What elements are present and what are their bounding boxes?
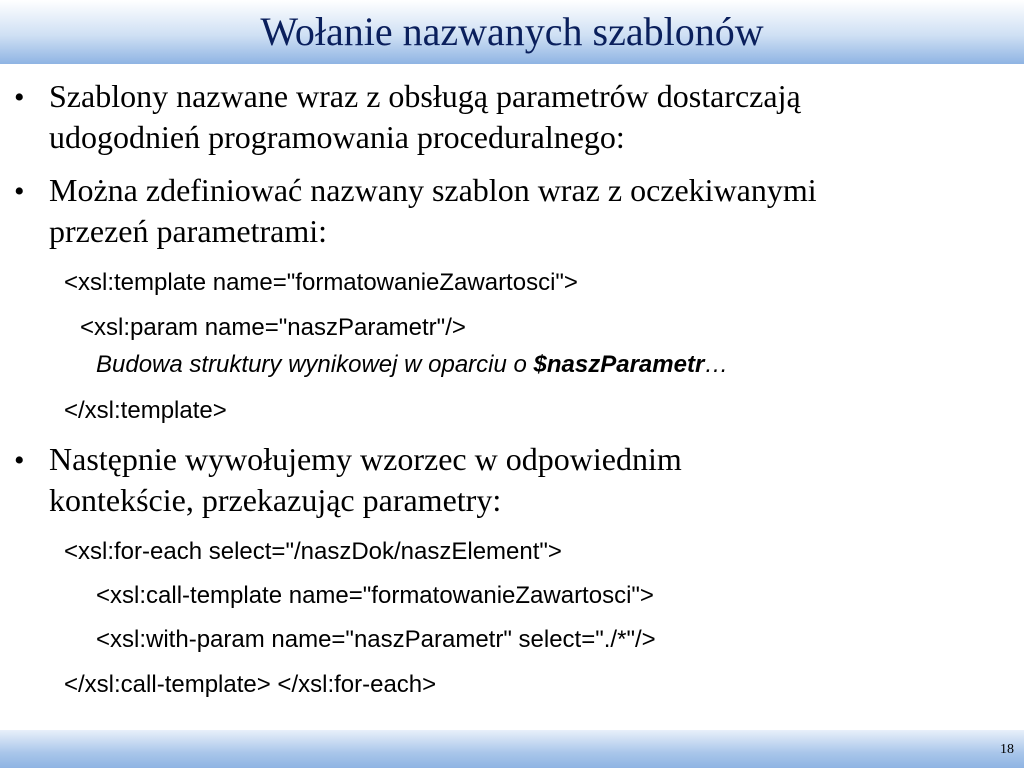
bullet-3-marker: • <box>14 444 25 477</box>
code-with-param: <xsl:with-param name="naszParametr" select="./*"/> <box>96 626 656 653</box>
code-body-description <box>96 350 728 380</box>
bullet-1-line-1: Szablony nazwane wraz z obsługą parametrów dostarczają <box>49 78 801 114</box>
bullet-1-marker: • <box>14 81 25 114</box>
code-template-close: </xsl:template> <box>64 397 227 424</box>
bullet-2-line-1: Można zdefiniować nazwany szablon wraz z oczekiwanymi <box>49 172 817 208</box>
slide-title: Wołanie nazwanych szablonów <box>260 9 764 54</box>
bullet-2-marker: • <box>14 175 25 208</box>
code-body-prefix: Budowa struktury wynikowej w oparciu o <box>96 351 534 378</box>
code-param: <xsl:param name="naszParametr"/> <box>80 314 466 341</box>
code-call-template: <xsl:call-template name="formatowanieZawartosci"> <box>96 582 654 609</box>
bullet-1-line-2: udogodnień programowania proceduralnego: <box>49 119 625 155</box>
code-template-open: <xsl:template name="formatowanieZawartosci"> <box>64 269 578 296</box>
code-close-tags: </xsl:call-template> </xsl:for-each> <box>64 671 437 698</box>
bullet-3-line-2: kontekście, przekazując parametry: <box>49 482 502 518</box>
code-body-parameter: $naszParametr <box>533 351 705 378</box>
bullet-3-line-1: Następnie wywołujemy wzorzec w odpowiednim <box>49 441 682 477</box>
footer-bar <box>0 730 1024 768</box>
code-for-each-open: <xsl:for-each select="/naszDok/naszElement"> <box>64 538 562 565</box>
bullet-2-line-2: przezeń parametrami: <box>49 213 328 249</box>
page-number: 18 <box>1000 742 1014 757</box>
code-body-ellipsis: … <box>704 351 729 378</box>
